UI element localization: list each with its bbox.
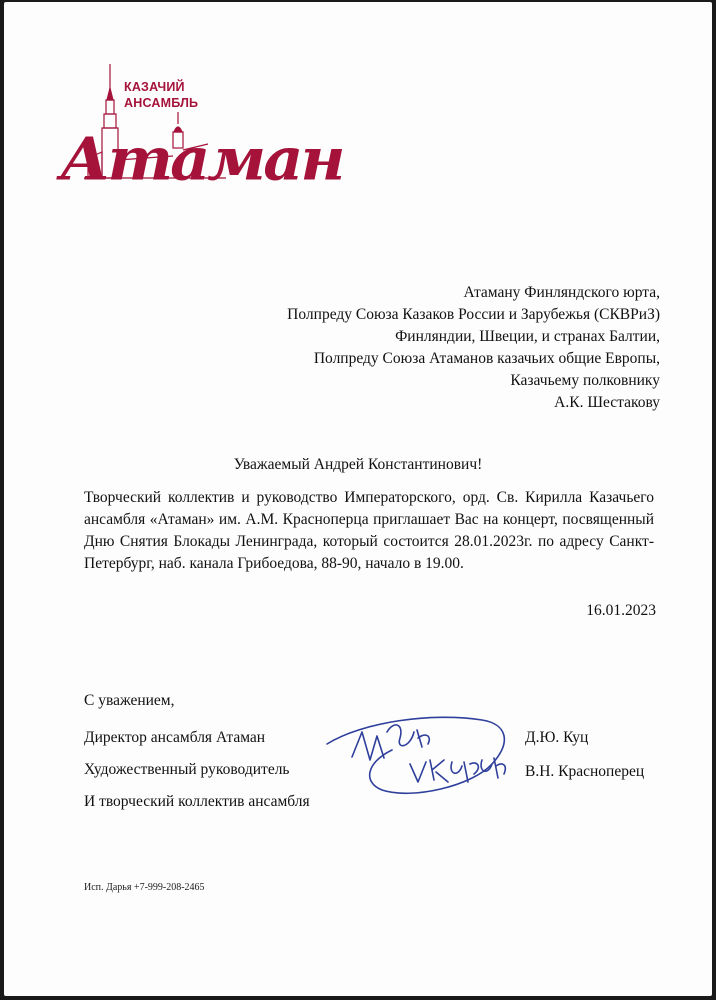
signatory-name: Д.Ю. Куц — [525, 729, 589, 746]
ensemble-logo — [58, 60, 343, 205]
letter-page — [4, 2, 712, 996]
addressee-line: Финляндии, Швеции, и странах Балтии, — [395, 328, 660, 345]
addressee-line: Полпреду Союза Атаманов казачьих общие Европы, — [313, 350, 660, 367]
letter-date: 16.01.2023 — [586, 602, 656, 619]
signatory-title: Художественный руководитель — [84, 761, 290, 778]
addressee-block — [287, 282, 660, 414]
signatory-name: В.Н. Красноперец — [525, 763, 645, 780]
addressee-line: Казачьему полковнику — [510, 372, 660, 389]
executor-contact: Исп. Дарья +7-999-208-2465 — [84, 882, 205, 893]
addressee-line: А.К. Шестакову — [554, 394, 660, 411]
addressee-line: Полпреду Союза Казаков России и Зарубежья (СКВРиЗ) — [287, 306, 660, 323]
signatory-title: Директор ансамбля Атаман — [84, 729, 266, 746]
logo-name: Атаман — [60, 124, 343, 194]
logo-subtitle-line2: АНСАМБЛЬ — [124, 96, 199, 110]
signatory-title: И творческий коллектив ансамбля — [84, 793, 310, 810]
closing: С уважением, — [84, 692, 175, 709]
handwritten-signature — [322, 702, 522, 802]
logo-subtitle-line1: КАЗАЧИЙ — [124, 80, 185, 94]
letter-body: Творческий коллектив и руководство Императорского, орд. Св. Кирилла Казачьего ансамбля «Атаман» им. А.М. Красноперца приглашает Вас на концерт, посвященный Дню Снятия Блокады Ленинграда, который состоится 28.01.2023г. по адресу Санкт-Петербург, наб. канала Грибоедова, 88-90, начало в 19.00. — [84, 489, 654, 572]
addressee-line: Атаману Финляндского юрта, — [463, 284, 660, 301]
greeting: Уважаемый Андрей Константинович! — [233, 456, 483, 473]
